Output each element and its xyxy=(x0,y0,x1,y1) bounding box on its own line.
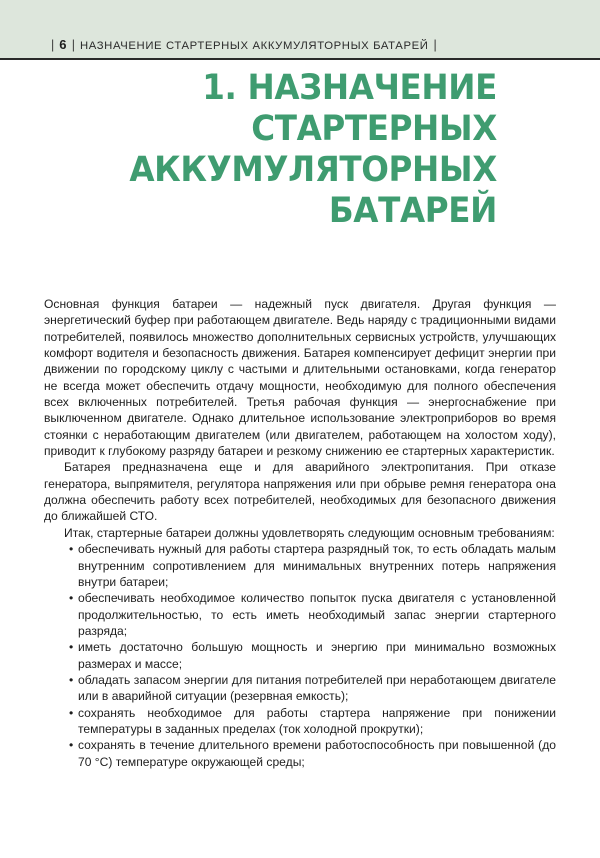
list-item-text: обеспечивать нужный для работы стартера разрядный ток, то есть обладать малым внутренним сопротивлением для минимальных внутренних потерь напряжения внутри батареи; xyxy=(78,542,556,589)
page-number: 6 xyxy=(59,37,67,52)
running-header-title: НАЗНАЧЕНИЕ СТАРТЕРНЫХ АККУМУЛЯТОРНЫХ БАТАРЕЙ xyxy=(79,40,429,52)
list-item xyxy=(44,705,556,738)
list-item xyxy=(44,672,556,705)
paragraph-1: Основная функция батареи — надежный пуск двигателя. Другая функция — энергетический буфер при работающем двигателе. Ведь наряду с традиционными видами потребителей, появилось множество дополнительных сервисных устройств, улучшающих комфорт водителя и безопасность движения. Батарея компенсирует дефицит энергии при движении по городскому циклу с частыми и длительными остановками, когда генератор не всегда может обеспечить отдачу мощности, необходимую для полного обеспечения всех включенных потребителей. Третья рабочая функция — энергоснабжение при выключенном двигателе. Однако длительное использование электроприборов во время стоянки с неработающим двигателем (или двигателем, работающем на холостом ходу), приводит к глубокому разряду батареи и резкому снижению ее стартерных характеристик. xyxy=(44,297,556,459)
list-item-text: сохранять в течение длительного времени работоспособность при повышенной (до 70 °C) температуре окружающей среды; xyxy=(78,738,556,769)
paragraph-3: Итак, стартерные батареи должны удовлетворять следующим основным требованиям: xyxy=(64,525,555,540)
header-separator-right: | xyxy=(433,38,437,52)
bullet-icon: • xyxy=(69,591,74,606)
list-item-text: сохранять необходимое для работы стартера напряжение при понижении температуры в заданных пределах (ток холодной прокрутки); xyxy=(78,705,556,736)
list-item xyxy=(44,590,556,639)
chapter-title xyxy=(72,68,497,232)
list-item xyxy=(44,639,556,672)
list-item xyxy=(44,541,556,590)
chapter-title-line-3: АККУМУЛЯТОРНЫХ xyxy=(129,150,497,190)
paragraph-2: Батарея предназначена еще и для аварийного электропитания. При отказе генератора, выпрямителя, регулятора напряжения или при обрыве ремня генератора она должна обеспечить работу всех потребителей, необходимых для безопасного движения до ближайшей СТО. xyxy=(44,460,556,524)
list-item-text: иметь достаточно большую мощность и энергию при минимально возможных размерах и массе; xyxy=(78,640,556,671)
chapter-title-line-2: СТАРТЕРНЫХ xyxy=(251,109,497,149)
bullet-icon: • xyxy=(69,672,74,687)
list-item-text: обеспечивать необходимое количество попыток пуска двигателя с установленной продолжительностью, то есть иметь необходимый запас энергии стартерного разряда; xyxy=(78,591,556,638)
chapter-title-line-1: 1. НАЗНАЧЕНИЕ xyxy=(202,68,497,108)
bullet-icon: • xyxy=(69,705,74,720)
chapter-title-line-4: БАТАРЕЙ xyxy=(328,191,497,231)
bullet-icon: • xyxy=(69,640,74,655)
header-separator-middle: | xyxy=(71,38,75,52)
body-text-column xyxy=(44,296,556,770)
bullet-icon: • xyxy=(69,738,74,753)
running-header xyxy=(46,37,442,52)
list-item-text: обладать запасом энергии для питания потребителей при неработающем двигателе или в аварийной ситуации (резервная емкость); xyxy=(78,672,556,704)
header-separator-left: | xyxy=(51,38,55,52)
requirements-list xyxy=(44,541,556,770)
list-item xyxy=(44,737,556,770)
bullet-icon: • xyxy=(69,542,74,557)
page-header-band xyxy=(0,0,600,60)
